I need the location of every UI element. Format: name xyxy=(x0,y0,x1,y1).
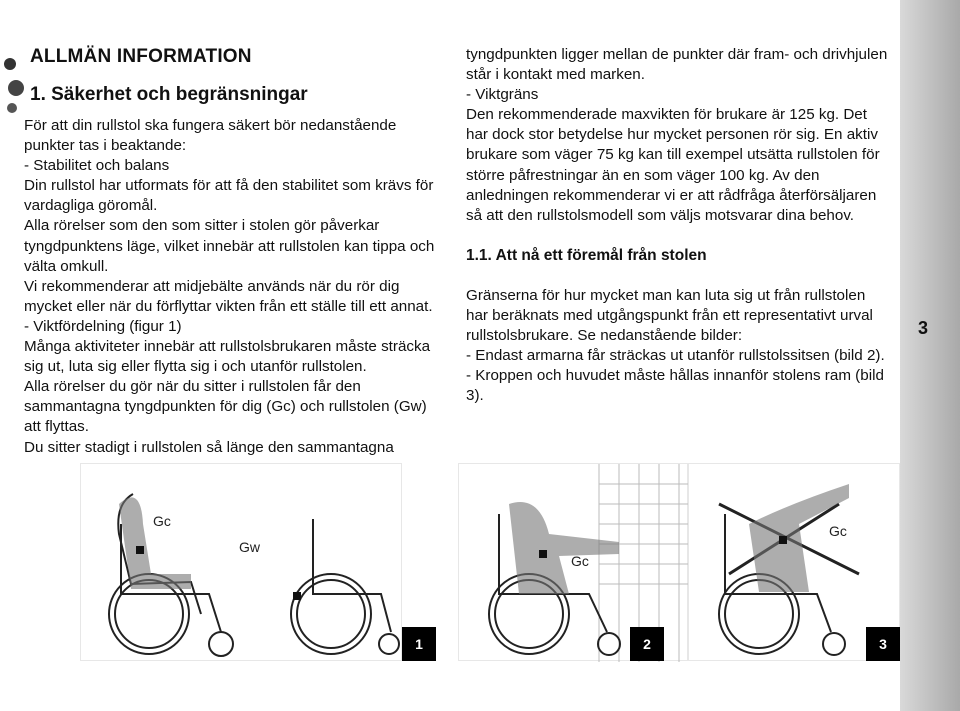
label-gc: Gc xyxy=(153,513,171,529)
paragraph: Du sitter stadigt i rullstolen så länge den sammantagna xyxy=(24,438,394,456)
paragraph: Din rullstol har utformats för att få den stabilitet som krävs för vardagliga göromål. xyxy=(24,177,434,215)
paragraph: Den rekommenderade maxvikten för brukare är 125 kg. Det har dock stor betydelse hur mycket personen rör sig. En aktiv brukare som väger 75 kg kan till exempel utsätta rullstolen för större påfrestningar än en som väger 100 kg. Av den anledningen rekommenderar vi er att rådfråga återförsäljaren så att den rullstolsmodell som väljs motsvarar dina behov. xyxy=(466,106,880,224)
paragraph: tyngdpunkten ligger mellan de punkter där fram- och drivhjulen står i kontakt med marken. xyxy=(466,46,888,84)
paragraph: Vi rekommenderar att midjebälte används när du rör dig mycket eller när du förflyttar vikten från ett ställe till ett annat. xyxy=(24,277,433,315)
paragraph: - Stabilitet och balans xyxy=(24,157,170,175)
paragraph: - Endast armarna får sträckas ut utanför rullstolssitsen (bild 2). xyxy=(466,347,885,365)
figure-1 xyxy=(80,463,402,661)
right-column xyxy=(466,45,891,407)
section-title: 1. Säkerhet och begränsningar xyxy=(30,84,308,105)
page-number: 3 xyxy=(918,318,929,338)
paragraph: Många aktiviteter innebär att rullstolsbrukaren måste sträcka sig ut, luta sig eller flytta sig i och utanför rullstolen. xyxy=(24,338,431,376)
paragraph: - Kroppen och huvudet måste hållas innanför stolens ram (bild 3). xyxy=(466,367,884,405)
paragraph: Gränserna för hur mycket man kan luta sig ut från rullstolen har beräknats med utgångspunkt från ett representativt urval rullstolsbrukare. Se nedanstående bilder: xyxy=(466,286,873,345)
wheelchair-illustration xyxy=(81,464,403,662)
subsection-title: 1.1. Att nå ett föremål från stolen xyxy=(466,246,707,264)
figure-number: 2 xyxy=(630,627,664,661)
paragraph: - Viktgräns xyxy=(466,86,539,104)
label-gc: Gc xyxy=(829,523,847,539)
paragraph: För att din rullstol ska fungera säkert bör nedanstående punkter tas i beaktande: xyxy=(24,117,397,155)
paragraph: Alla rörelser som den som sitter i stolen gör påverkar tyngdpunktens läge, vilket innebär att rullstolen kan tippa och välta omkull. xyxy=(24,217,435,275)
page-side-tab xyxy=(900,0,960,711)
label-gw: Gw xyxy=(239,539,260,555)
left-column xyxy=(24,116,444,458)
label-gc: Gc xyxy=(571,553,589,569)
paragraph: Alla rörelser du gör när du sitter i rullstolen får den sammantagna tyngdpunkten för dig (Gc) och rullstolen (Gw) att flyttas. xyxy=(24,378,427,436)
figure-number: 1 xyxy=(402,627,436,661)
page-heading: ALLMÄN INFORMATION xyxy=(30,46,252,67)
paragraph: - Viktfördelning (figur 1) xyxy=(24,317,182,335)
figure-number: 3 xyxy=(866,627,900,661)
